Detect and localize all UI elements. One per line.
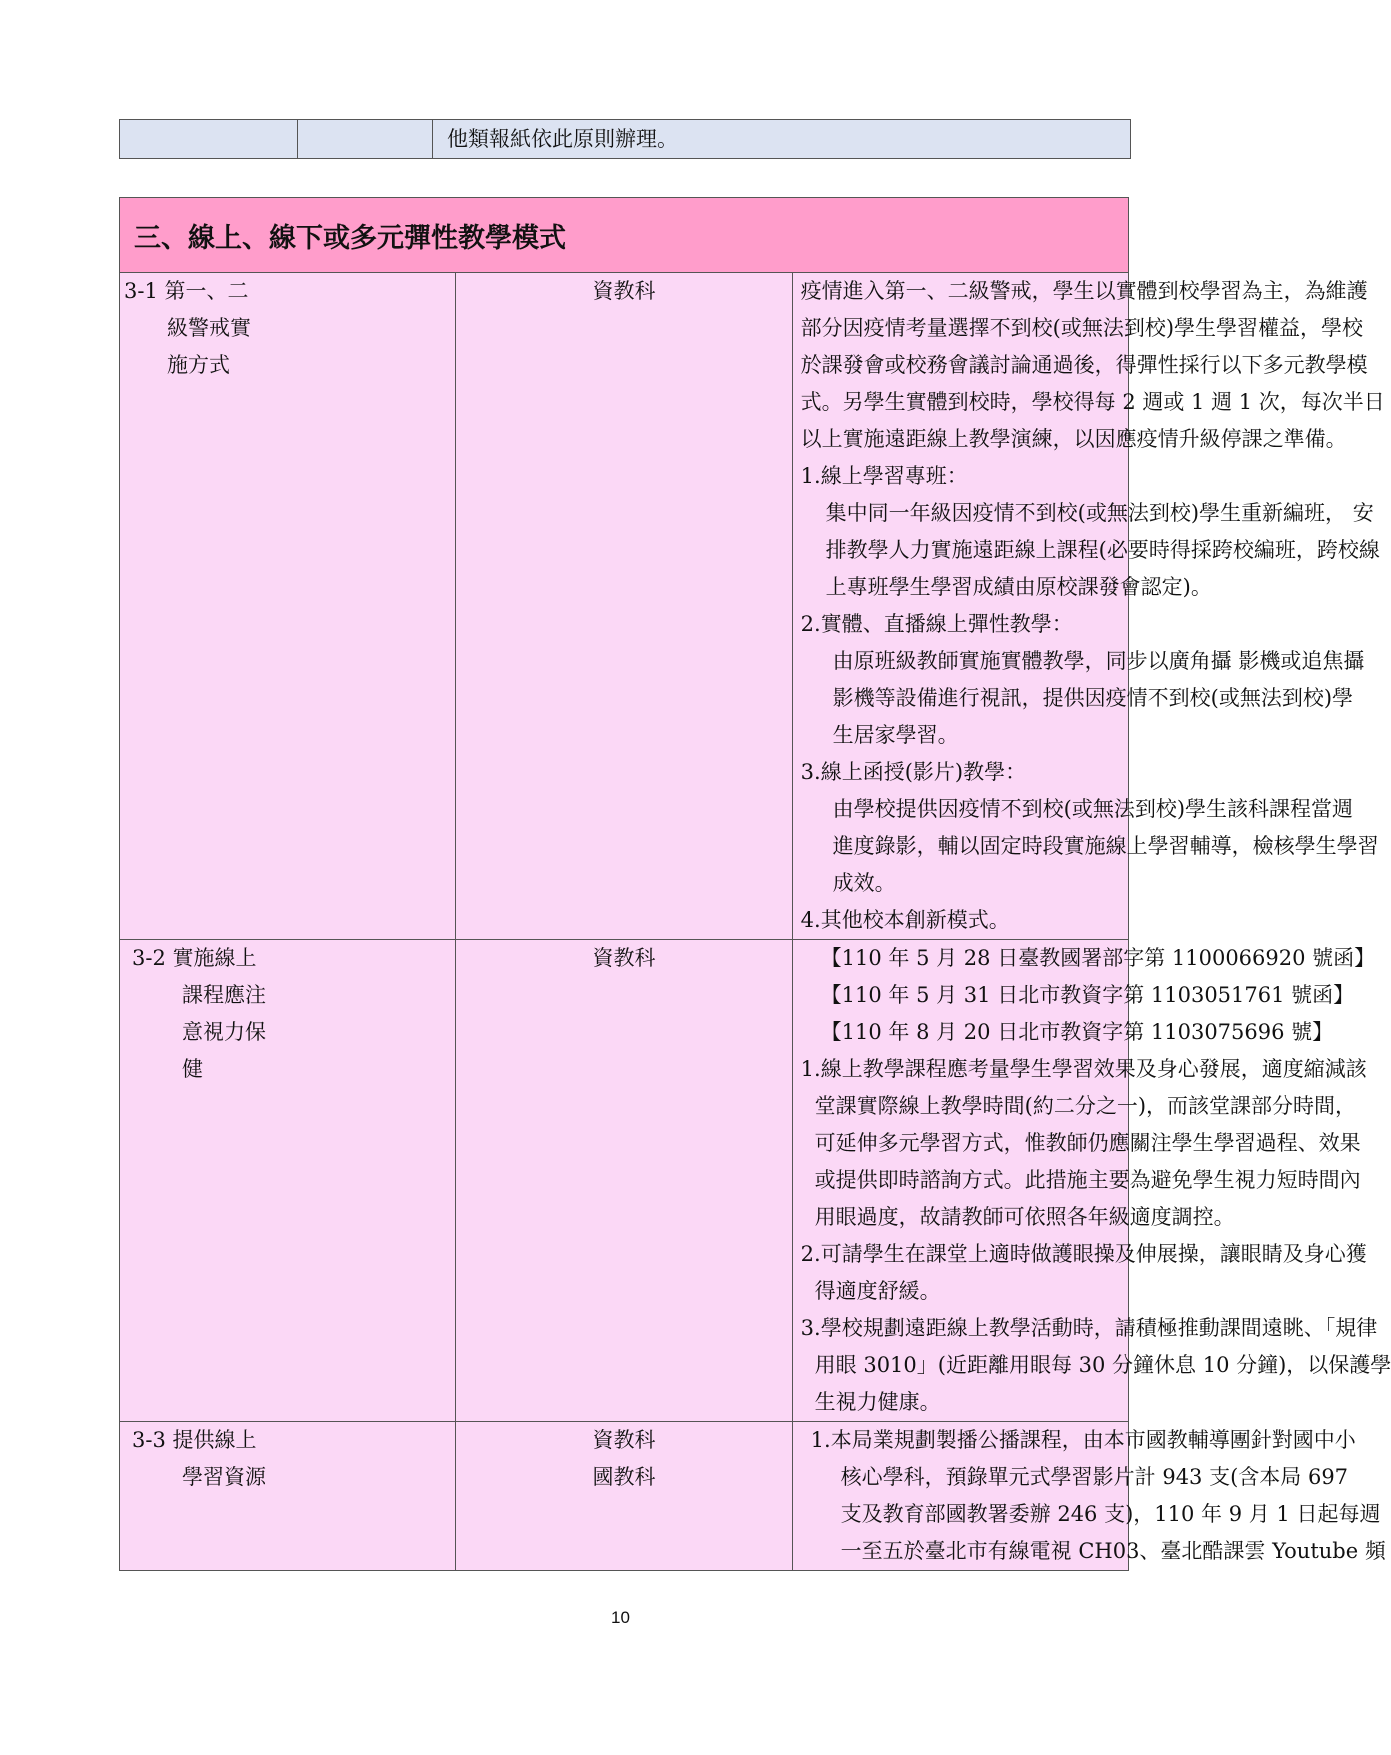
- table-row: [120, 273, 1129, 940]
- item-line: 施方式: [167, 353, 230, 377]
- content-line: 可延伸多元學習方式，惟教師仍應關注學生學習過程、效果: [814, 1131, 1361, 1155]
- content-line: 生視力健康。: [814, 1390, 941, 1414]
- unit-line: 國教科: [592, 1465, 656, 1489]
- item-cell: [120, 273, 456, 940]
- content-line: 部分因疫情考量選擇不到校(或無法到校)學生學習權益，學校: [800, 316, 1364, 340]
- table-row: [120, 120, 1131, 159]
- content-line: 【110 年 5 月 28 日臺教國署部字第 1100066920 號函】: [820, 946, 1376, 970]
- content-line: 核心學科，預錄單元式學習影片計 943 支(含本局 697: [840, 1465, 1349, 1489]
- item-line: 3-2 實施線上: [132, 946, 257, 970]
- content-cell: [433, 120, 1131, 159]
- content-line: 堂課實際線上教學時間(約二分之一)，而該堂課部分時間，: [814, 1094, 1357, 1118]
- unit-line: 資教科: [592, 1428, 656, 1452]
- item-line: 課程應注: [182, 983, 266, 1007]
- content-line: 【110 年 8 月 20 日北市教資字第 1103075696 號】: [820, 1020, 1334, 1044]
- unit-cell: [298, 120, 433, 159]
- content-line: 式。另學生實體到校時，學校得每 2 週或 1 週 1 次，每次半日: [800, 390, 1385, 414]
- item-line: 學習資源: [182, 1465, 266, 1489]
- table-row: [120, 940, 1129, 1422]
- item-line: 3-3 提供線上: [132, 1428, 257, 1452]
- content-line: 他類報紙依此原則辦理。: [447, 126, 678, 151]
- table-row: [120, 1422, 1129, 1571]
- content-line: 2.實體、直播線上彈性教學：: [800, 612, 1073, 636]
- content-line: 3.線上函授(影片)教學：: [800, 760, 1027, 784]
- unit-line: 資教科: [592, 279, 656, 303]
- content-line: 於課發會或校務會議討論通過後，得彈性採行以下多元教學模: [800, 353, 1368, 377]
- page-number: 10: [611, 1608, 630, 1627]
- item-cell: [120, 940, 456, 1422]
- content-line: 排教學人力實施遠距線上課程(必要時得採跨校編班，跨校線: [825, 538, 1380, 562]
- content-line: 由原班級教師實施實體教學，同步以廣角攝 影機或追焦攝: [832, 649, 1365, 673]
- content-line: 由學校提供因疫情不到校(或無法到校)學生該科課程當週: [832, 797, 1354, 821]
- content-cell: [792, 273, 1385, 940]
- content-line: 支及教育部國教署委辦 246 支)，110 年 9 月 1 日起每週: [840, 1502, 1381, 1526]
- item-cell: [120, 1422, 456, 1571]
- item-line: 健: [182, 1057, 203, 1081]
- item-line: 級警戒實: [167, 316, 251, 340]
- content-line: 用眼 3010」(近距離用眼每 30 分鐘休息 10 分鐘)，以保護學: [814, 1353, 1391, 1377]
- item-line: 意視力保: [182, 1020, 266, 1044]
- content-line: 【110 年 5 月 31 日北市教資字第 1103051761 號函】: [820, 983, 1355, 1007]
- content-cell: [792, 1422, 1386, 1571]
- unit-cell: [456, 273, 792, 940]
- content-line: 上專班學生學習成績由原校課發會認定)。: [825, 575, 1212, 599]
- content-line: 生居家學習。: [832, 723, 959, 747]
- content-line: 或提供即時諮詢方式。此措施主要為避免學生視力短時間內: [814, 1168, 1361, 1192]
- content-line: 以上實施遠距線上教學演練，以因應疫情升級停課之準備。: [800, 427, 1347, 451]
- content-line: 1.線上學習專班：: [800, 464, 968, 488]
- unit-cell: [456, 940, 792, 1422]
- continuation-table: [119, 119, 1131, 159]
- content-line: 得適度舒緩。: [814, 1279, 941, 1303]
- section-heading: 三、線上、線下或多元彈性教學模式: [120, 198, 1129, 273]
- content-line: 進度錄影，輔以固定時段實施線上學習輔導，檢核學生學習: [832, 834, 1379, 858]
- section-heading-row: [120, 198, 1129, 273]
- content-line: 用眼過度，故請教師可依照各年級適度調控。: [814, 1205, 1235, 1229]
- unit-line: 資教科: [592, 946, 656, 970]
- content-line: 1.線上教學課程應考量學生學習效果及身心發展，適度縮減該: [800, 1057, 1367, 1081]
- content-line: 影機等設備進行視訊，提供因疫情不到校(或無法到校)學: [832, 686, 1354, 710]
- section-table: [119, 197, 1391, 1571]
- item-cell: [120, 120, 298, 159]
- content-line: 3.學校規劃遠距線上教學活動時，請積極推動課間遠眺、「規律: [800, 1316, 1378, 1340]
- content-line: 2.可請學生在課堂上適時做護眼操及伸展操，讓眼睛及身心獲: [800, 1242, 1367, 1266]
- content-line: 集中同一年級因疫情不到校(或無法到校)學生重新編班， 安: [825, 501, 1374, 525]
- unit-cell: [456, 1422, 792, 1571]
- content-cell: [792, 940, 1391, 1422]
- content-line: 成效。: [832, 871, 896, 895]
- item-line: 3-1 第一、二: [124, 279, 249, 303]
- content-line: 1.本局業規劃製播公播課程，由本市國教輔導團針對國中小: [810, 1428, 1356, 1452]
- content-line: 4.其他校本創新模式。: [800, 908, 1010, 932]
- content-line: 疫情進入第一、二級警戒，學生以實體到校學習為主，為維護: [800, 279, 1368, 303]
- content-line: 一至五於臺北市有線電視 CH03、臺北酷課雲 Youtube 頻: [840, 1539, 1386, 1563]
